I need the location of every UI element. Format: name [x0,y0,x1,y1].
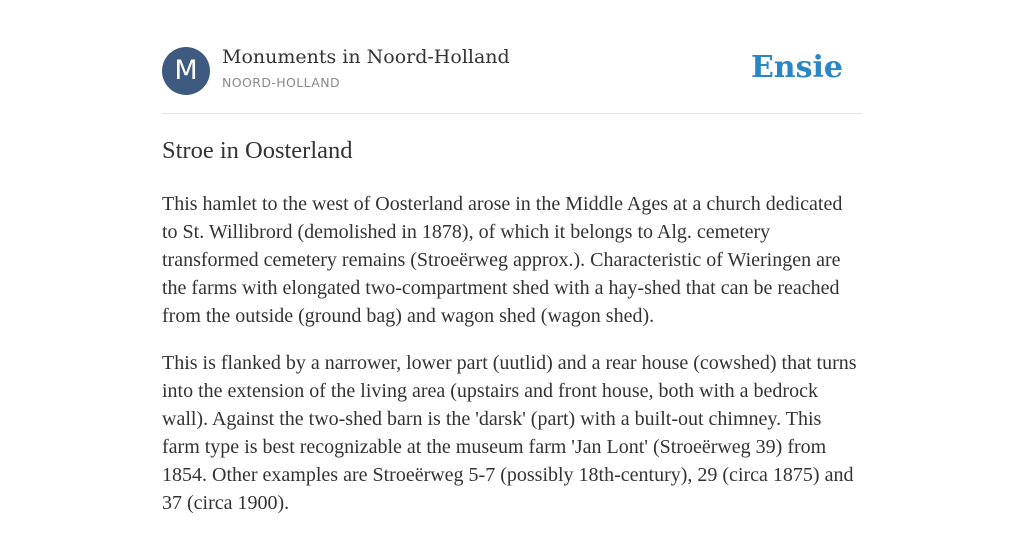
site-header [162,0,862,114]
article-body [162,190,862,536]
category-subtitle: NOORD-HOLLAND [222,75,341,90]
article-title: Stroe in Oosterland [162,137,353,164]
avatar[interactable]: M [162,47,210,95]
ensie-logo[interactable]: Ensie [750,50,843,85]
category-title[interactable]: Monuments in Noord-Holland [222,46,510,68]
article-paragraph: This is flanked by a narrower, lower part (uutlid) and a rear house (cowshed) that turns into the extension of the living area (upstairs and front house, both with a bedrock wall). Against the two-shed barn is the 'darsk' (part) with a built-out chimney. This farm type is best recognizable at the museum farm 'Jan Lont' (Stroeërweg 39) from 1854. Other examples are Stroeërweg 5-7 (possibly 18th-century), 29 (circa 1875) and 37 (circa 1900). [162,352,857,514]
article-paragraph: This hamlet to the west of Oosterland arose in the Middle Ages at a church dedicated to St. Willibrord (demolished in 1878), of which it belongs to Alg. cemetery transformed cemetery remains (Stroeërweg approx.). Characteristic of Wieringen are the farms with elongated two-compartment shed with a hay-shed that can be reached from the outside (ground bag) and wagon shed (wagon shed). [162,193,843,327]
page [162,0,862,514]
